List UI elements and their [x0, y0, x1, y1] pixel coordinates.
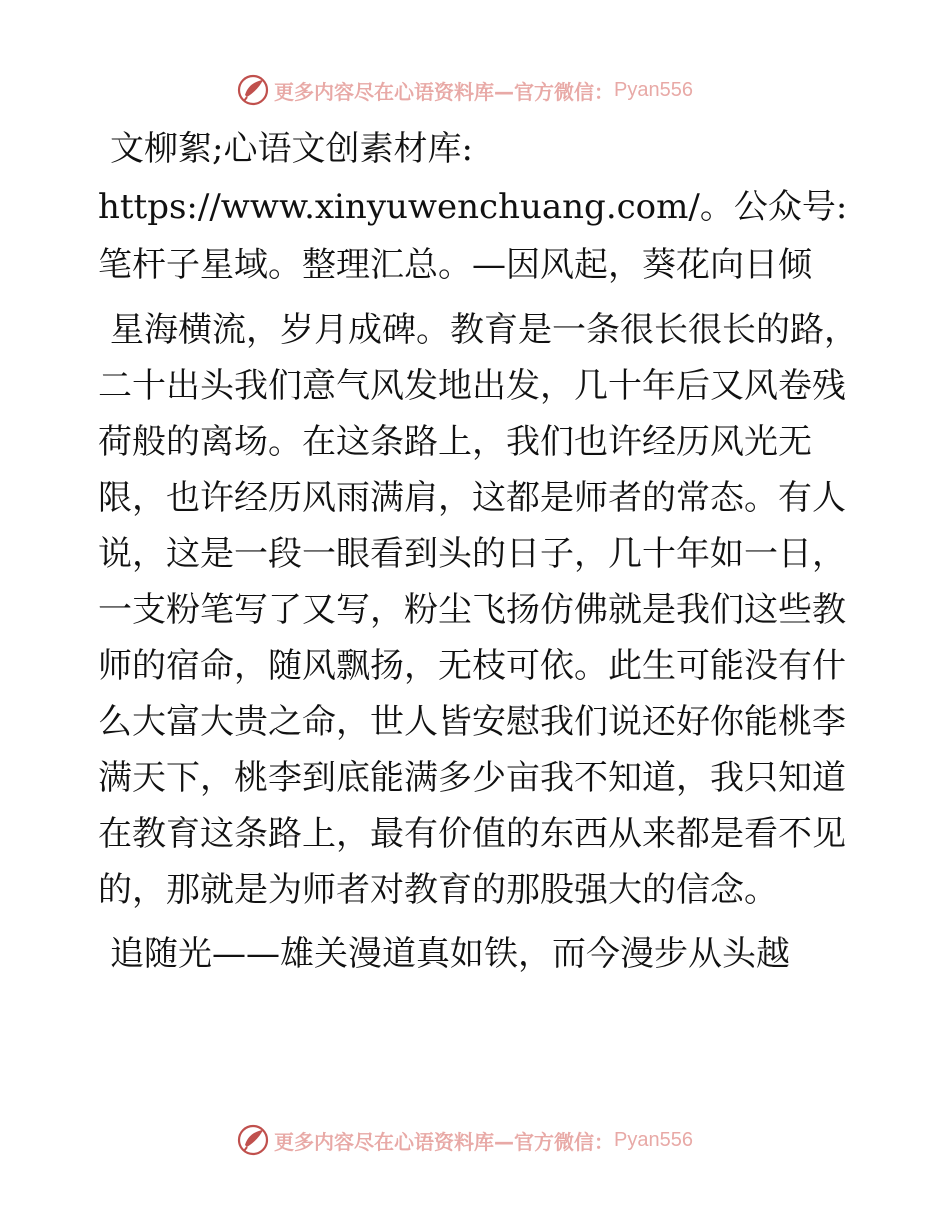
header-banner-text: 更多内容尽在心语资料库—官方微信： [274, 79, 614, 104]
pen-logo-icon [236, 73, 270, 107]
footer-banner-text: 更多内容尽在心语资料库—官方微信： [274, 1129, 614, 1154]
header-watermark-banner [236, 70, 693, 110]
footer-wechat-id: Pyan556 [614, 1128, 693, 1151]
pen-logo-icon [236, 1123, 270, 1157]
header-wechat-id: Pyan556 [614, 78, 693, 101]
document-body [98, 120, 858, 990]
paragraph-intro: 文柳絮;心语文创素材库: https://www.xinyuwenchuang.com/。公众号: 笔杆子星域。整理汇总。—因风起，葵花向日倾 [98, 129, 848, 285]
paragraph-main: 星海横流，岁月成碑。教育是一条很长很长的路，二十出头我们意气风发地出发，几十年后又风卷残荷般的离场。在这条路上，我们也许经历风光无限，也许经历风雨满肩，这都是师者的常态。有人说，这是一段一眼看到头的日子，几十年如一日，一支粉笔写了又写，粉尘飞扬仿佛就是我们这些教师的宿命，随风飘扬，无枝可依。此生可能没有什么大富大贵之命，世人皆安慰我们说还好你能桃李满天下，桃李到底能满多少亩我不知道，我只知道在教育这条路上，最有价值的东西从来都是看不见的，那就是为师者对教育的那股强大的信念。 [98, 310, 858, 910]
paragraph-section-heading: 追随光——雄关漫道真如铁，而今漫步从头越 [110, 934, 790, 974]
footer-watermark-banner [236, 1120, 693, 1160]
